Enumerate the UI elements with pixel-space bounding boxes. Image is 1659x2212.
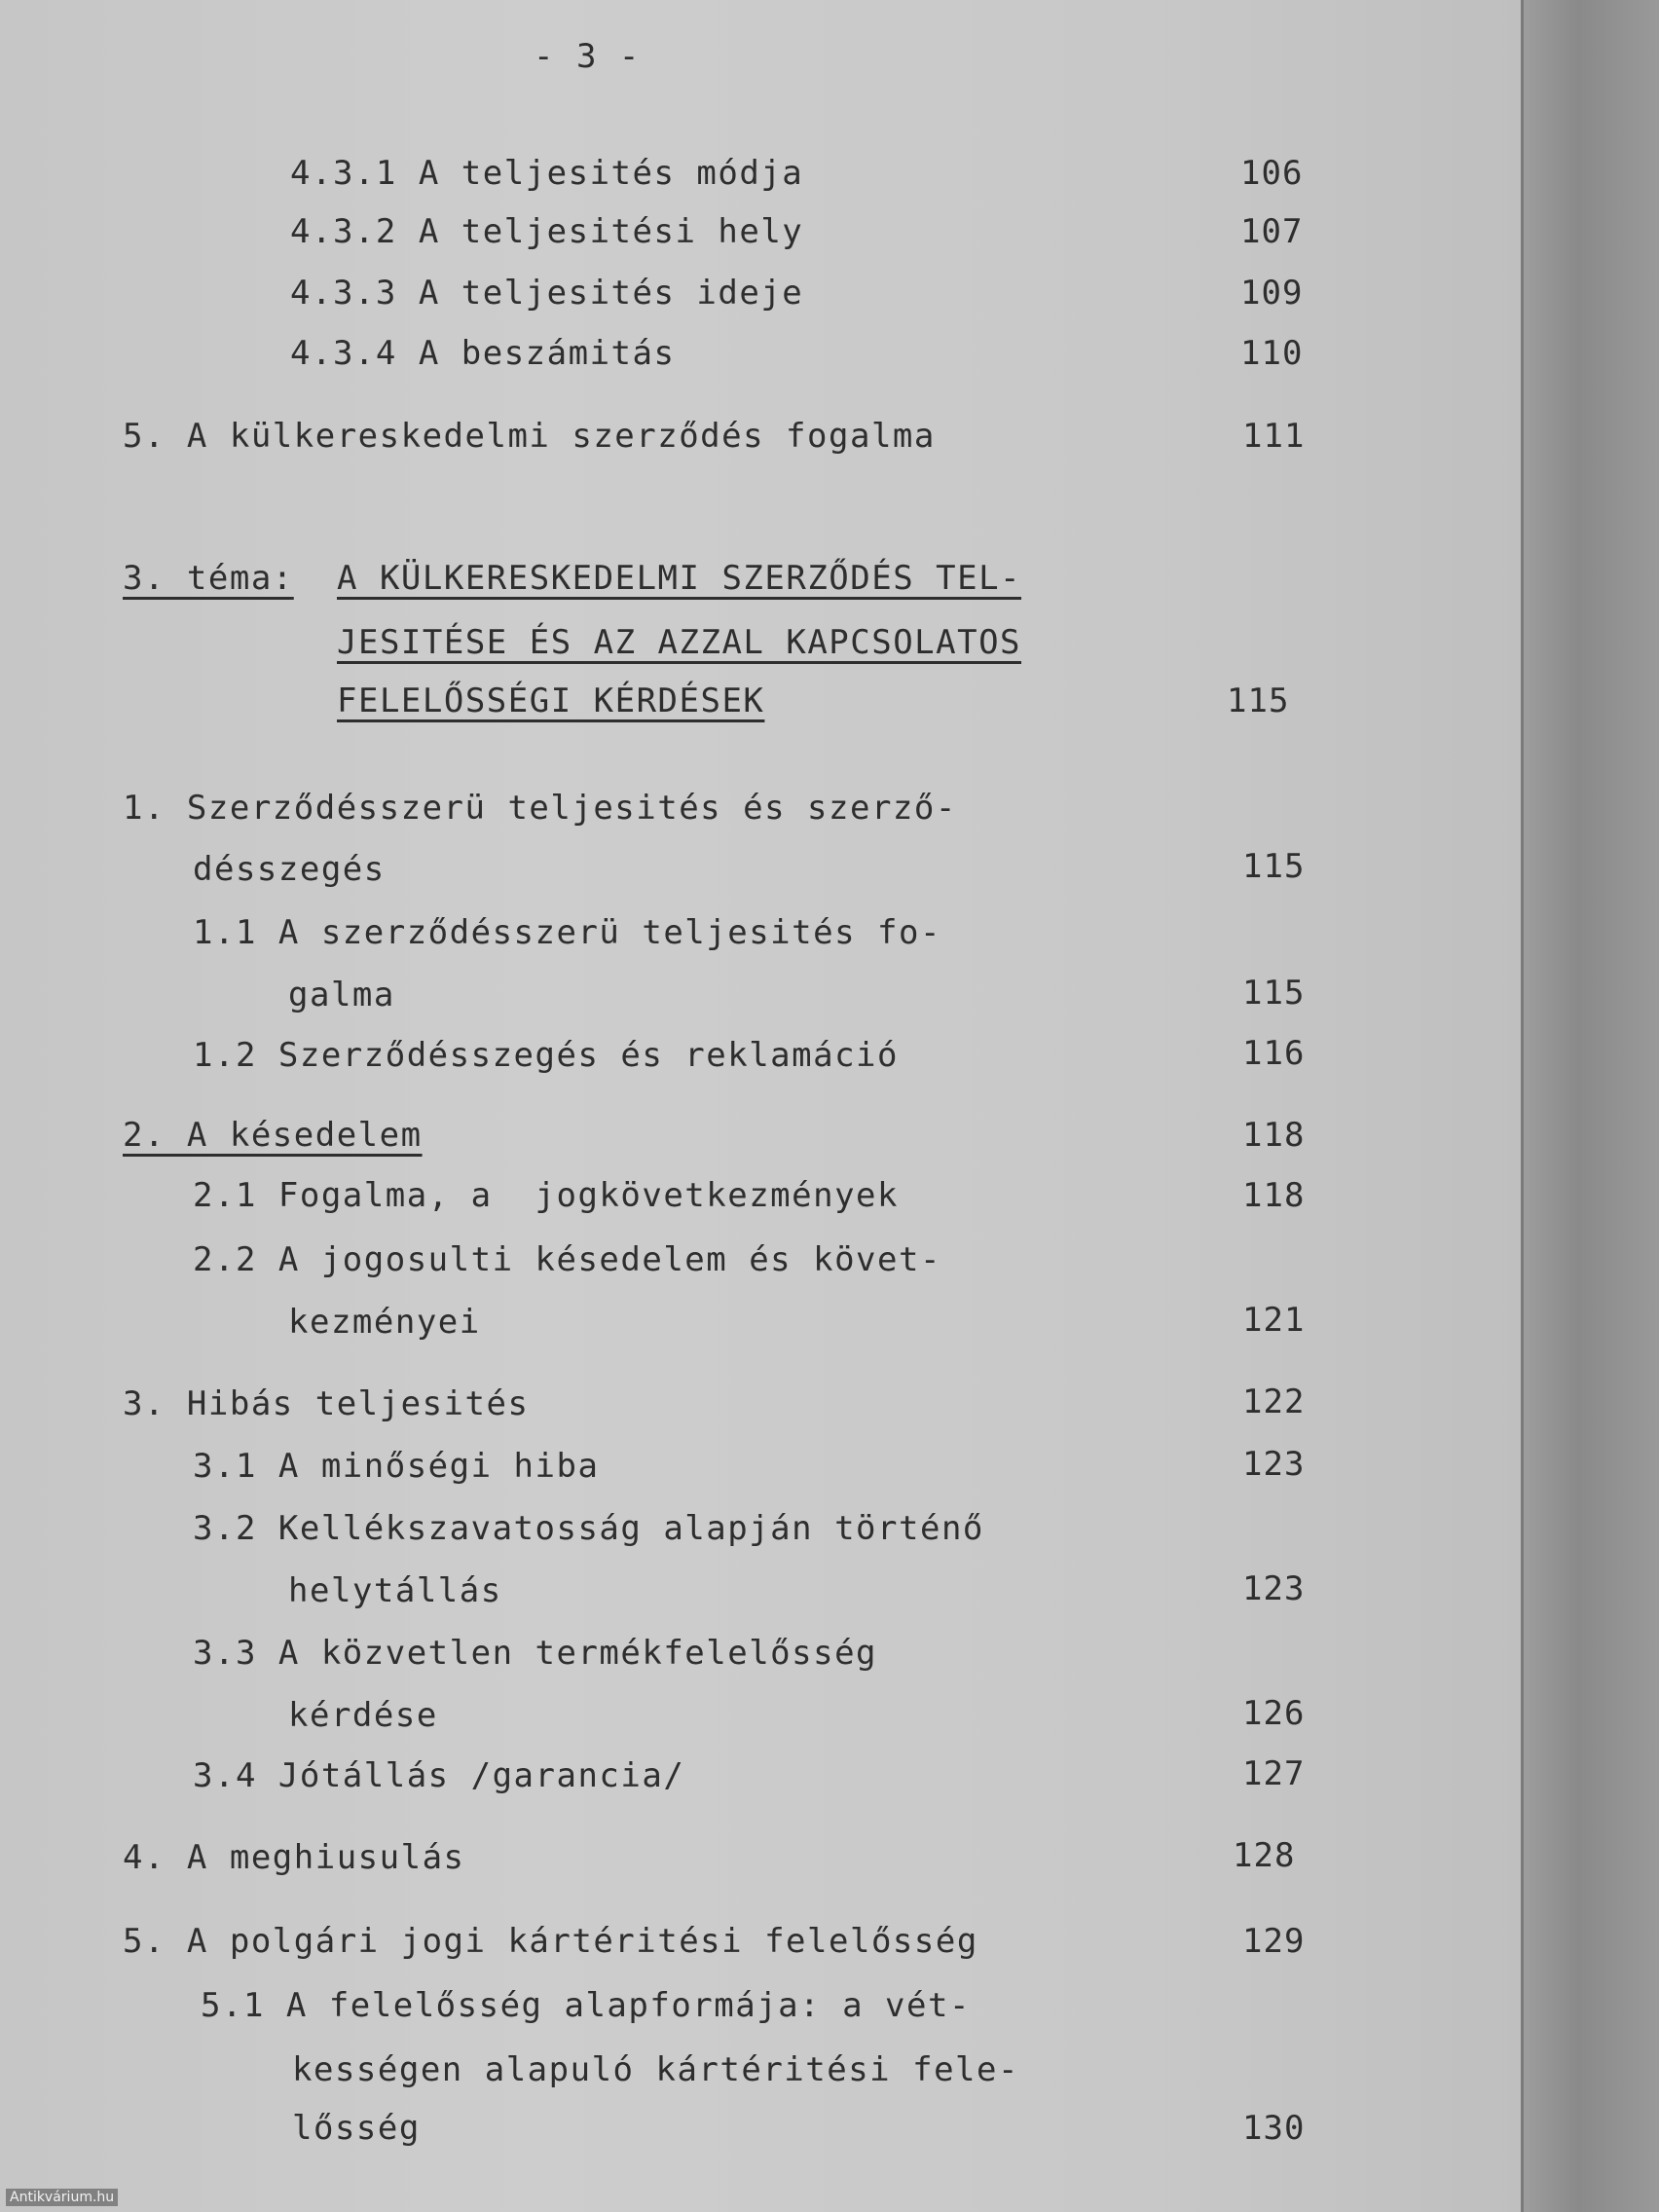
page-edge-shadow — [1521, 0, 1659, 2212]
toc-entry-page: 116 — [1242, 1034, 1306, 1073]
toc-entry-page: 118 — [1242, 1176, 1306, 1215]
toc-entry-page: 123 — [1242, 1569, 1306, 1608]
toc-entry-text: 3.1 A minőségi hiba — [193, 1447, 600, 1486]
toc-entry-page: 110 — [1240, 334, 1304, 373]
toc-entry-text: 4.3.3 A teljesités ideje — [290, 274, 804, 313]
toc-entry-page: 115 — [1227, 682, 1290, 720]
toc-entry-text: 5.1 A felelősség alapformája: a vét- — [201, 1986, 971, 2025]
toc-entry-page: 106 — [1240, 154, 1304, 193]
toc-entry-text: 1.1 A szerződésszerü teljesités fo- — [193, 913, 941, 952]
toc-entry-page: 129 — [1242, 1922, 1306, 1961]
toc-entry-text: 2. A késedelem — [123, 1116, 423, 1155]
toc-entry-text: 1. Szerződésszerü teljesités és szerző- — [123, 789, 957, 828]
toc-entry-text: 2.2 A jogosulti késedelem és követ- — [193, 1240, 941, 1279]
toc-entry-page: 115 — [1242, 974, 1306, 1013]
topic-title-line: A KÜLKERESKEDELMI SZERZŐDÉS TEL- — [337, 559, 1022, 598]
toc-entry-text: kezményei — [288, 1303, 481, 1342]
toc-entry-text: 5. A polgári jogi kártéritési felelősség — [123, 1922, 978, 1961]
watermark: Antikvárium.hu — [6, 2189, 118, 2206]
toc-entry-text: 1.2 Szerződésszegés és reklamáció — [193, 1036, 900, 1075]
toc-entry-text: 4.3.1 A teljesités módja — [290, 154, 804, 193]
toc-entry-text: 4. A meghiusulás — [123, 1838, 465, 1877]
toc-entry-text: helytállás — [288, 1571, 502, 1610]
toc-entry-page: 130 — [1242, 2109, 1306, 2148]
toc-entry-text: 4.3.4 A beszámitás — [290, 334, 676, 373]
toc-entry-page: 118 — [1242, 1116, 1306, 1155]
topic-label: 3. téma: — [123, 559, 294, 598]
toc-entry-text: 3. Hibás teljesités — [123, 1384, 530, 1423]
toc-entry-page: 109 — [1240, 274, 1304, 313]
toc-entry-text: kességen alapuló kártéritési fele- — [292, 2050, 1019, 2089]
toc-entry-text: 4.3.2 A teljesitési hely — [290, 212, 804, 251]
toc-entry-text: kérdése — [288, 1696, 438, 1735]
toc-entry-text: 3.2 Kellékszavatosság alapján történő — [193, 1509, 984, 1548]
toc-entry-page: 122 — [1242, 1382, 1306, 1421]
toc-entry-text: 3.3 A közvetlen termékfelelősség — [193, 1634, 878, 1673]
toc-entry-text: galma — [288, 976, 395, 1014]
toc-entry-page: 128 — [1233, 1836, 1296, 1875]
toc-entry-text: lősség — [292, 2109, 421, 2148]
toc-entry-page: 111 — [1242, 417, 1306, 456]
page-number: - 3 - — [534, 37, 641, 76]
toc-entry-text: 3.4 Jótállás /garancia/ — [193, 1756, 685, 1795]
toc-entry-page: 123 — [1242, 1445, 1306, 1484]
topic-title-line: JESITÉSE ÉS AZ AZZAL KAPCSOLATOS — [337, 623, 1022, 662]
toc-entry-text: 5. A külkereskedelmi szerződés fogalma — [123, 417, 936, 456]
toc-entry-page: 121 — [1242, 1301, 1306, 1340]
toc-entry-text: désszegés — [193, 850, 386, 889]
toc-entry-text: 2.1 Fogalma, a jogkövetkezmények — [193, 1176, 900, 1215]
toc-entry-page: 107 — [1240, 212, 1304, 251]
toc-entry-page: 127 — [1242, 1754, 1306, 1793]
topic-title-line: FELELŐSSÉGI KÉRDÉSEK — [337, 682, 765, 720]
toc-entry-page: 115 — [1242, 847, 1306, 886]
toc-entry-page: 126 — [1242, 1694, 1306, 1733]
